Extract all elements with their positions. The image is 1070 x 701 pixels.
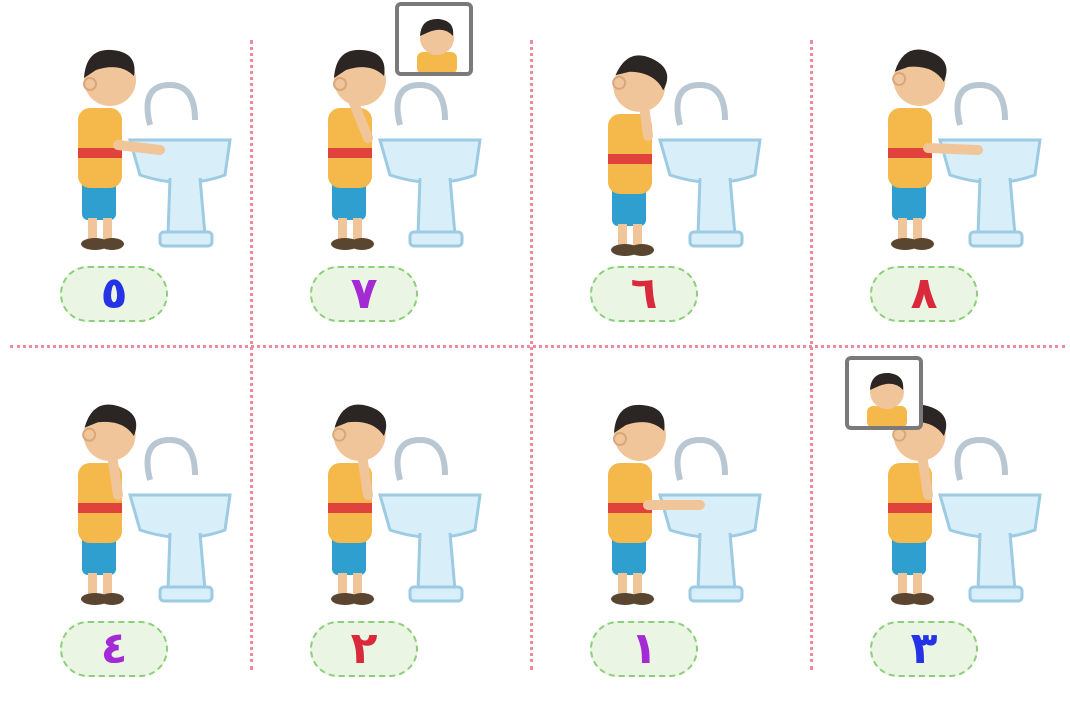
step-number-badge — [870, 266, 978, 322]
boy-illustration — [888, 44, 978, 250]
step-number: ٨ — [910, 268, 938, 319]
step-number: ٧ — [350, 268, 378, 319]
sink-illustration — [380, 85, 480, 246]
sink-illustration — [940, 440, 1040, 601]
boy-illustration — [328, 50, 386, 250]
sink-illustration — [380, 440, 480, 601]
step-card — [530, 0, 780, 330]
step-number: ١ — [630, 623, 658, 674]
boy-illustration — [78, 50, 160, 250]
step-illustration — [530, 355, 780, 615]
step-card — [810, 0, 1060, 330]
step-number-badge — [590, 621, 698, 677]
step-illustration — [250, 355, 500, 615]
mirror-inset-icon — [845, 356, 923, 430]
mirror-inset-icon — [395, 2, 473, 76]
sink-illustration — [130, 85, 230, 246]
step-number: ٣ — [910, 623, 938, 674]
sink-illustration — [940, 85, 1040, 246]
step-illustration — [810, 0, 1060, 260]
step-illustration — [0, 0, 250, 260]
sink-illustration — [130, 440, 230, 601]
step-number-badge — [310, 266, 418, 322]
step-number: ٤ — [100, 623, 128, 674]
step-number-badge — [310, 621, 418, 677]
step-number: ٥ — [100, 268, 128, 319]
sink-illustration — [660, 85, 760, 246]
step-number: ٢ — [350, 623, 378, 674]
sink-illustration — [660, 440, 760, 601]
step-card — [530, 355, 780, 685]
step-number: ٦ — [630, 268, 658, 319]
step-illustration — [0, 355, 250, 615]
boy-illustration — [608, 405, 700, 605]
step-number-badge — [60, 266, 168, 322]
step-card — [250, 355, 500, 685]
step-number-badge — [60, 621, 168, 677]
step-card — [0, 0, 250, 330]
step-number-badge — [590, 266, 698, 322]
divider-horizontal — [10, 345, 1065, 348]
step-number-badge — [870, 621, 978, 677]
step-card — [0, 355, 250, 685]
step-illustration — [530, 0, 780, 260]
